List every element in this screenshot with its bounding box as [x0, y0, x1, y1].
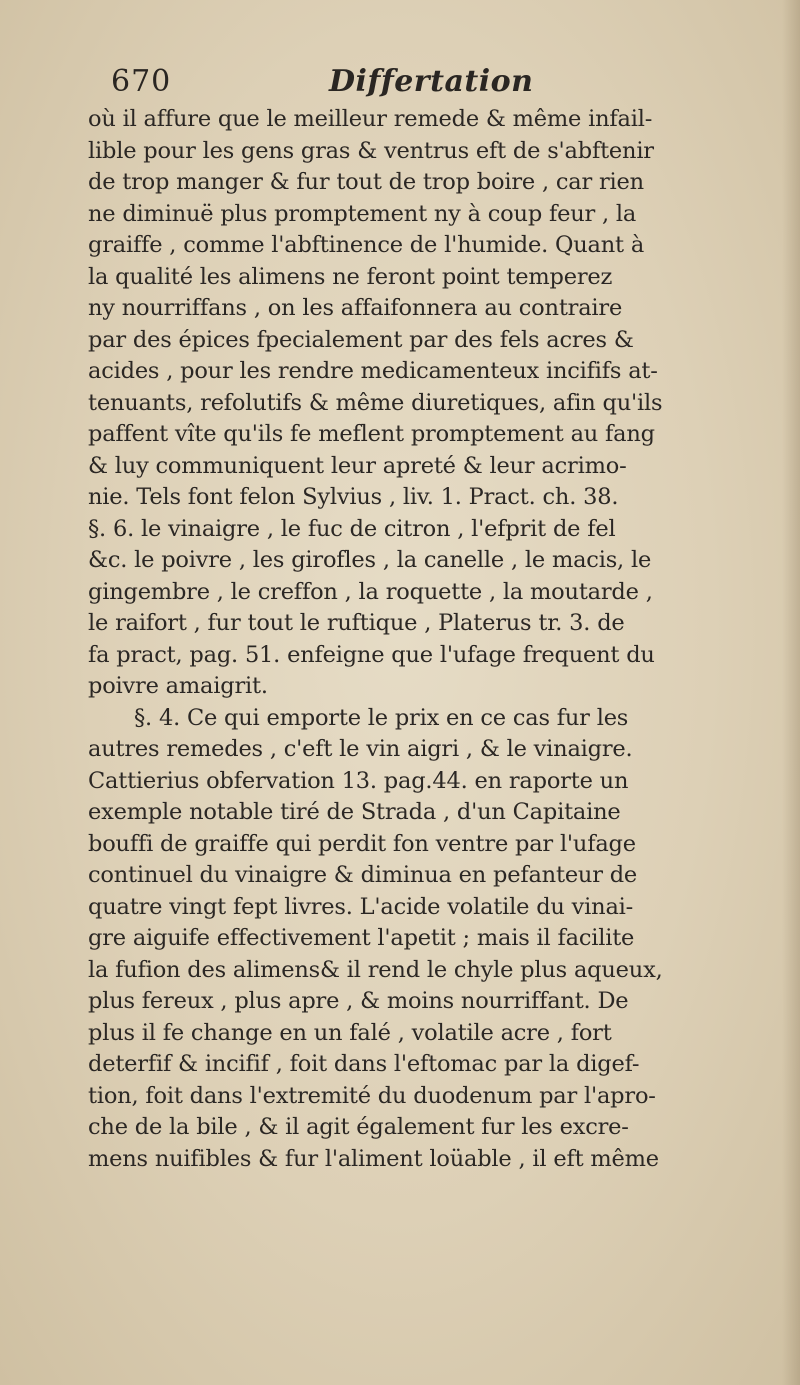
text-line: deterfif & incifif , foit dans l'eftomac par la digef- — [88, 1051, 640, 1077]
text-line: &c. le poivre , les girofles , la canelle , le macis, le — [88, 547, 652, 573]
text-line: Cattierius obfervation 13. pag.44. en raporte un — [88, 767, 629, 794]
text-line: plus fereux , plus apre , & moins nourriffant. De — [88, 988, 629, 1014]
text-line: che de la bile , & il agit également fur les excre- — [88, 1114, 629, 1140]
text-line: exemple notable tiré de Strada , d'un Capitaine — [88, 799, 621, 825]
paragraph-start-line: §. 4. Ce qui emporte le prix en ce cas fur les — [134, 704, 629, 731]
text-line: ny nourriffans , on les affaifonnera au contraire — [88, 295, 623, 321]
text-line: le raifort , fur tout le ruftique , Platerus tr. 3. de — [88, 610, 625, 636]
text-line: tion, foit dans l'extremité du duodenum par l'apro- — [88, 1082, 656, 1109]
text-line: acides , pour les rendre medicamenteux incififs at- — [88, 358, 658, 384]
text-line: plus il fe change en un falé , volatile acre , fort — [88, 1019, 612, 1046]
text-line: autres remedes , c'eft le vin aigri , & le vinaigre. — [88, 736, 633, 762]
text-line: continuel du vinaigre & diminua en pefanteur de — [88, 862, 638, 888]
text-line: & luy communiquent leur apreté & leur acrimo- — [88, 452, 627, 479]
text-line: la qualité les alimens ne feront point temperez — [88, 263, 613, 290]
text-line: par des épices fpecialement par des fels acres & — [88, 326, 634, 353]
text-line: où il affure que le meilleur remede & même infail- — [88, 106, 653, 132]
text-line: gingembre , le creffon , la roquette , la moutarde , — [88, 578, 653, 605]
page-number: 670 — [111, 64, 172, 99]
text-line: nie. Tels font felon Sylvius , liv. 1. Pract. ch. 38. — [88, 484, 619, 510]
text-line: ne diminuë plus promptement ny à coup feur , la — [88, 200, 637, 227]
text-line: lible pour les gens gras & ventrus eft de s'abftenir — [88, 137, 654, 164]
text-line: bouffi de graiffe qui perdit fon ventre par l'ufage — [88, 830, 636, 857]
text-line: gre aiguife effectivement l'apetit ; mais il facilite — [88, 925, 635, 951]
text-line: graiffe , comme l'abftinence de l'humide. Quant à — [88, 232, 645, 258]
text-line: mens nuifibles & fur l'aliment loüable , il eft même — [88, 1145, 659, 1172]
running-head: Differtation — [329, 64, 534, 99]
text-line: fa pract, pag. 51. enfeigne que l'ufage frequent du — [88, 641, 655, 668]
page-edge-shadow — [782, 0, 800, 1385]
text-line: la fufion des alimens& il rend le chyle plus aqueux, — [88, 956, 663, 983]
text-line: poivre amaigrit. — [88, 673, 268, 699]
body-text — [88, 104, 738, 1175]
text-line: quatre vingt fept livres. L'acide volatile du vinai- — [88, 893, 634, 920]
text-line: de trop manger & fur tout de trop boire , car rien — [88, 169, 644, 195]
page-header — [111, 60, 711, 104]
text-line: §. 6. le vinaigre , le fuc de citron , l'efprit de fel — [88, 515, 616, 542]
text-line: paffent vîte qu'ils fe meflent promptement au fang — [88, 421, 655, 447]
text-line: tenuants, refolutifs & même diuretiques, afin qu'ils — [88, 389, 663, 416]
